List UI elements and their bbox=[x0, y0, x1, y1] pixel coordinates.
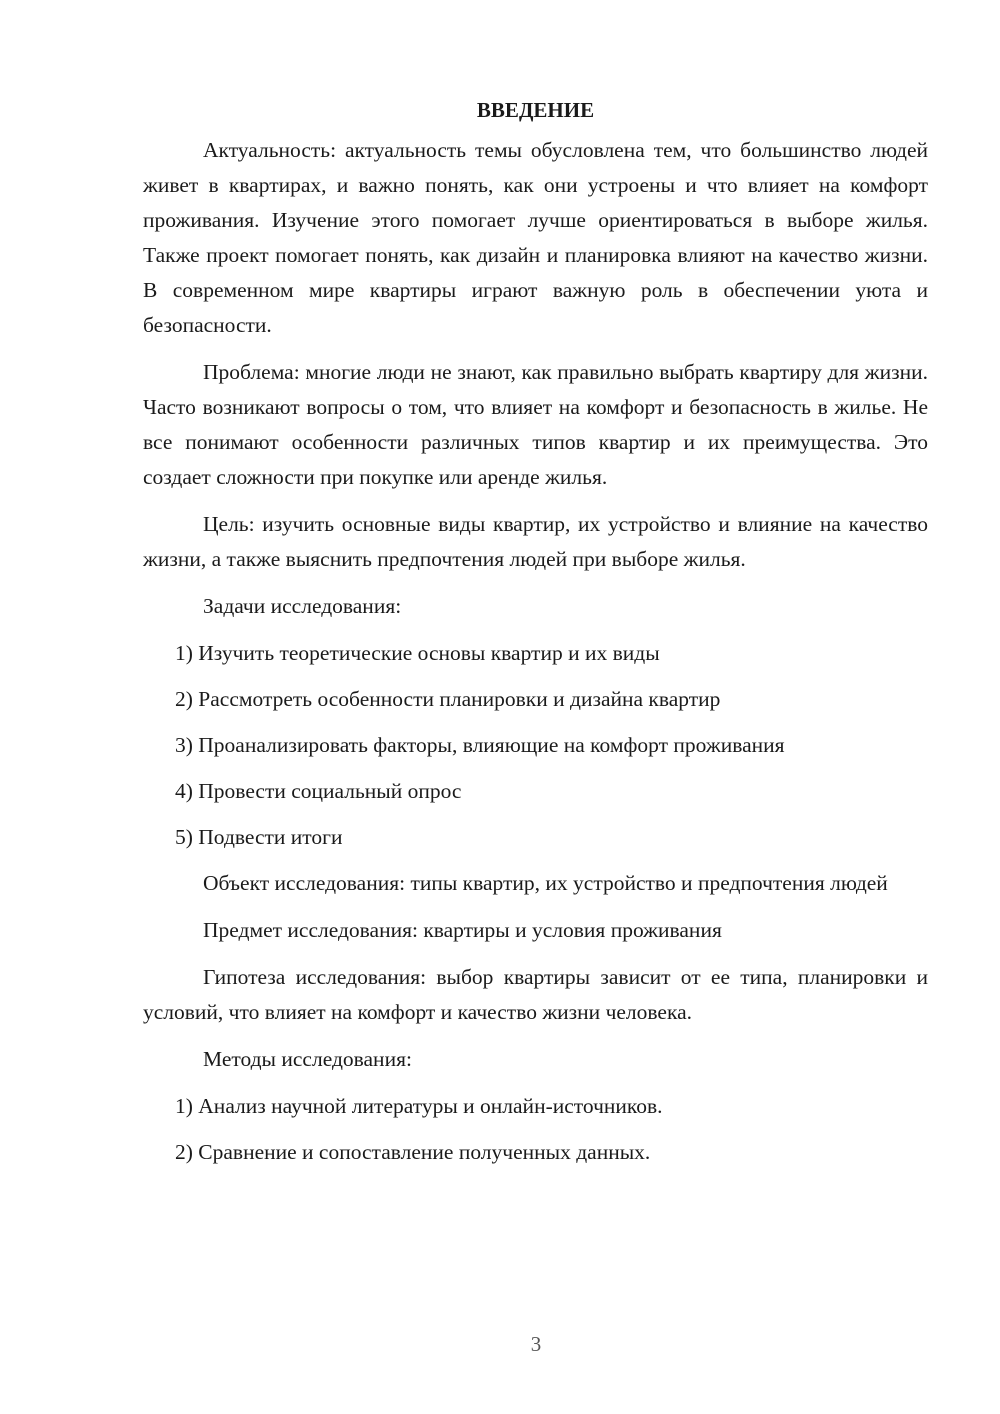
paragraph-subject: Предмет исследования: квартиры и условия проживания bbox=[203, 918, 722, 942]
paragraph-object: Объект исследования: типы квартир, их устройство и предпочтения людей bbox=[203, 871, 888, 895]
paragraph-hypothesis: Гипотеза исследования: выбор квартиры зависит от ее типа, планировки и условий, что влияет на комфорт и качество жизни человека. bbox=[143, 965, 928, 1024]
paragraph-goal: Цель: изучить основные виды квартир, их устройство и влияние на качество жизни, а также выяснить предпочтения людей при выборе жилья. bbox=[143, 512, 928, 571]
list-item: 1) Изучить теоретические основы квартир и их виды bbox=[175, 641, 660, 665]
list-item: 3) Проанализировать факторы, влияющие на комфорт проживания bbox=[175, 733, 785, 757]
list-item: 2) Рассмотреть особенности планировки и дизайна квартир bbox=[175, 687, 721, 711]
tasks-heading: Задачи исследования: bbox=[203, 594, 402, 618]
methods-list bbox=[143, 1089, 928, 1170]
page-title: ВВЕДЕНИЕ bbox=[476, 98, 595, 122]
document-page bbox=[143, 95, 928, 1181]
list-item: 4) Провести социальный опрос bbox=[175, 779, 462, 803]
methods-heading: Методы исследования: bbox=[203, 1047, 412, 1071]
tasks-list bbox=[143, 636, 928, 855]
list-item: 1) Анализ научной литературы и онлайн-источников. bbox=[175, 1094, 663, 1118]
page-number: 3 bbox=[530, 1332, 542, 1356]
list-item: 5) Подвести итоги bbox=[175, 825, 343, 849]
paragraph-problem: Проблема: многие люди не знают, как правильно выбрать квартиру для жизни. Часто возникают вопросы о том, что влияет на комфорт и безопасность в жилье. Не все понимают особенности различных типов квартир и их преимущества. Это создает сложности при покупке или аренде жилья. bbox=[143, 360, 928, 489]
paragraph-actuality: Актуальность: актуальность темы обусловлена тем, что большинство людей живет в квартирах, и важно понять, как они устроены и что влияет на комфорт проживания. Изучение этого помогает лучше ориентироваться в выборе жилья. Также проект помогает понять, как дизайн и планировка влияют на качество жизни. В современном мире квартиры играют важную роль в обеспечении уюта и безопасности. bbox=[143, 138, 928, 337]
list-item: 2) Сравнение и сопоставление полученных данных. bbox=[175, 1140, 651, 1164]
